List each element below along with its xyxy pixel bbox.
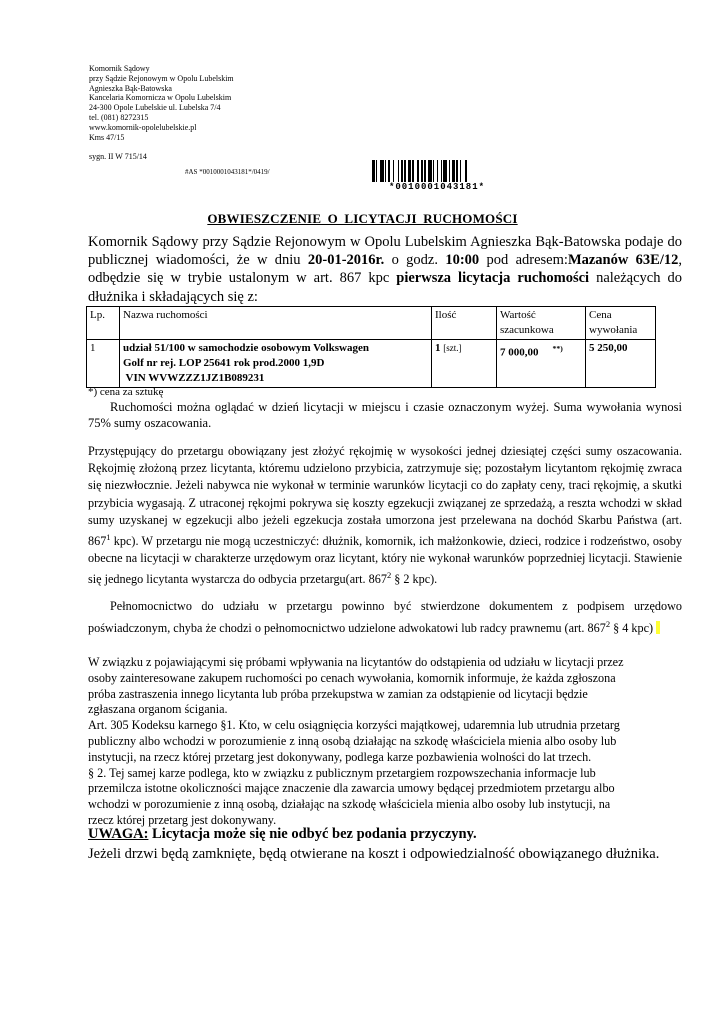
barcode-text: *0010001043181*	[388, 182, 485, 192]
barcode-bars	[372, 160, 502, 182]
notice-line: wchodzi w porozumienie z inną osobą, działając na szkodę właściciela mienia albo osoby lub instytucji, na	[88, 797, 611, 812]
intro-text: o godz.	[384, 252, 446, 269]
notice-line: próba zastraszenia innego licytanta lub próba przekupstwa w zamian za odstąpienie od licytacji będzie	[88, 686, 588, 701]
footnote: *) cena za sztukę	[88, 386, 164, 398]
viewing-paragraph: Ruchomości można oglądać w dzień licytacji w miejscu i czasie oznaczonym wyżej. Suma wywołania wynosi 75% sumy oszacowania.	[88, 400, 682, 430]
header-line: www.komornik-opolelubelskie.pl	[89, 122, 197, 132]
header-line: Kms 47/15	[89, 132, 125, 142]
table-header-row	[87, 307, 656, 340]
row-lp: 1	[87, 340, 120, 388]
notice-line: zgłaszana organom ścigania.	[88, 702, 228, 717]
header-line: tel. (081) 8272315	[89, 112, 149, 122]
header-price: Cena wywołania	[586, 307, 656, 340]
warning-text: Licytacja może się nie odbyć bez podania przyczyny.	[148, 826, 477, 842]
items-table	[86, 306, 656, 388]
warning-label: UWAGA:	[88, 826, 149, 842]
row-price: 5 250,00	[586, 340, 656, 388]
notice-line: osoby zainteresowane zakupem ruchomości po cenach wywołania, komornik informuje, że każda zgłoszona	[88, 670, 616, 685]
header-qty: Ilość	[432, 307, 497, 340]
header-line: Komornik Sądowy	[89, 64, 150, 73]
as-number: #AS *0010001043181*/0419/	[185, 168, 270, 176]
header-lp: Lp.	[87, 307, 120, 340]
intro-text: , odbędzie się w trybie ustalonym w art. 867 kpc	[88, 252, 683, 287]
highlight-mark	[656, 621, 660, 634]
auction-time: 10:00	[445, 252, 480, 269]
barcode-bar	[467, 160, 468, 182]
intro-text: należących do dłużnika i składających się z:	[88, 270, 682, 305]
header-value: Wartość szacunkowa	[497, 307, 586, 340]
bailiff-header	[89, 64, 234, 142]
row-qty: 1 [szt.]	[432, 340, 497, 388]
document-title: OBWIESZCZENIE O LICYTACJI RUCHOMOŚCI	[207, 211, 518, 226]
notice-line: publiczny albo wchodzi w porozumienie z inną osobą działając na szkodę właściciela mienia albo osoby lub	[88, 733, 617, 748]
deposit-paragraph: Przystępujący do przetargu obowiązany jest złożyć rękojmię w wysokości jednej dziesiątej części sumy oszacowania. Rękojmię złożoną przez licytanta, któremu udzielono przybicia, zatrzymuje się; pozostałym licytantom rękojmię zwraca się niezwłocznie. Jeżeli nabywca nie wykonał w terminie warunków licytacji co do zapłaty ceny, traci rękojmię, a skutki przybicia wygasają. Z utraconej rękojmi pokrywa się koszty egzekucji związanej ze sprzedażą, a reszta wchodzi w skład sumy uzyskanej w egzekucji albo jeżeli egzekucja została umorzona jest przelewana na dochód Skarbu Państwa (art. $867^1$ kpc). W przetargu nie mogą uczestniczyć: dłużnik, komornik, ich małżonkowie, dzieci, rodzice i rodzeństwo, osoby obecne na licytacji w charakterze urzędowym oraz licytant, który nie wykonał warunków poprzedniej licytacji. Stawienie się jednego licytanta wystarcza do odbycia przetargu(art. $867^2$ § 2 kpc).	[88, 444, 682, 587]
proxy-paragraph: Pełnomocnictwo do udziału w przetargu powinno być stwierdzone dokumentem z podpisem urzędowo poświadczonym, chyba że chodzi o pełnomocnictwo udzielone adwokatowi lub radcy prawnemu (art. $867^2$ § 4 kpc)	[88, 599, 682, 635]
intro-text: Komornik Sądowy przy Sądzie Rejonowym w Opolu Lubelskim Agnieszka Bąk-Batowska podaje do publicznej wiadomości, że w dniu	[88, 234, 682, 269]
intro-paragraph	[88, 233, 682, 306]
auction-kind: pierwsza licytacja ruchomości	[396, 270, 590, 287]
notice-line: przemilcza istotne okoliczności mające znaczenie dla zawarcia umowy będącej przedmiotem przetargu albo	[88, 781, 615, 796]
row-name: udział 51/100 w samochodzie osobowym Volkswagen Golf nr rej. LOP 25641 rok prod.2000 1,9D VIN WVWZZZ1JZ1B089231	[120, 340, 432, 388]
row-value: 7 000,00 **)	[497, 340, 586, 388]
header-line: Kancelaria Komornicza w Opolu Lubelskim	[89, 93, 232, 103]
final-note: Jeżeli drzwi będą zamknięte, będą otwierane na koszt i odpowiedzialność obowiązanego dłużnika.	[88, 846, 660, 862]
barcode	[372, 160, 502, 192]
notice-line: W związku z pojawiającymi się próbami wpływania na licytantów do odstąpienia od udziału w licytacji przez	[88, 655, 624, 669]
case-signature: sygn. II W 715/14	[89, 152, 147, 161]
auction-address: Mazanów 63E/12	[567, 252, 679, 269]
auction-date: 20-01-2016r.	[307, 252, 385, 269]
intro-text: pod adresem:	[479, 252, 568, 269]
table-row	[87, 340, 656, 388]
notice-paragraph	[88, 655, 682, 829]
warning-line	[88, 826, 477, 843]
header-line: Agnieszka Bąk-Batowska	[89, 83, 172, 93]
header-line: 24-300 Opole Lubelskie ul. Lubelska 7/4	[89, 103, 221, 113]
notice-line: Art. 305 Kodeksu karnego §1. Kto, w celu osiągnięcia korzyści majątkowej, udaremnia lub utrudnia przetarg	[88, 718, 620, 733]
header-name: Nazwa ruchomości	[120, 307, 432, 340]
header-line: przy Sądzie Rejonowym w Opolu Lubelskim	[89, 73, 234, 83]
notice-line: instytucji, na rzecz której przetarg jest dokonywany, podlega karze pozbawienia wolności do lat trzech.	[88, 749, 592, 764]
notice-line: rzecz której przetarg jest dokonywany.	[88, 812, 277, 827]
notice-line: § 2. Tej samej karze podlega, kto w związku z publicznym przetargiem rozpowszechania informacje lub	[88, 765, 596, 780]
